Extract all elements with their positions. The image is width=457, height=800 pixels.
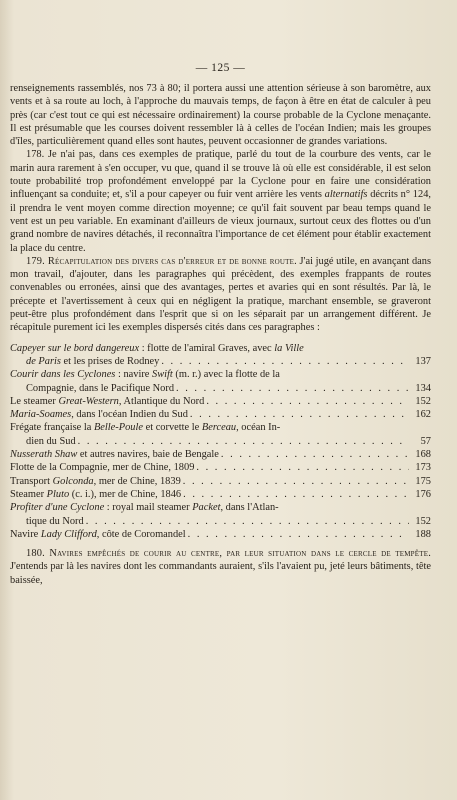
entry-page-number: 134 [415,382,431,394]
entry-ship: Maria-Soames [10,409,72,421]
entry-page-number: 176 [415,488,431,500]
entry-text: Navire [10,528,41,540]
entry-text: Transport [10,475,53,487]
list-item [10,501,431,528]
examples-list [10,342,431,541]
entry-ship: Belle-Poule [93,422,143,434]
entry-page-number: 152 [415,395,431,407]
entry-title: Courir dans les Cyclones [10,369,116,381]
entry-page-number: 173 [415,462,431,474]
entry-text: et corvette le [143,422,202,434]
leader-dots [78,435,409,448]
paragraph-178-text-b: décrits n° 124, il prendra le vent moyen comme direction moyenne; ce qu'il fait souvent par beau temps quand le vent est un peu variable. En examinant d'ailleurs de vieux journaux, surtout ceux des flottes ou d'un grand nombre de navires détachés, il reconnaîtra l'importance de cet élément pour établir exactement la place du centre. [10,189,431,254]
entry-ship: la Ville [274,342,304,354]
paragraph-180-text: J'entends par là les navires dont les commandants auraient, s'ils l'avaient pu, jeté leurs bâtiments, tête baissée, [10,561,431,586]
entry-text: , dans l'Atlan- [220,502,279,514]
page-number: — 125 — [195,62,246,74]
entry-ship: Berceau [201,422,237,434]
entry-text: Le steamer [10,395,59,407]
entry-title: Profiter d'une Cyclone [10,502,105,514]
list-item [10,448,431,461]
leader-dots [176,382,409,395]
entry-text: , Atlantique du Nord [118,395,205,407]
entry-page-number: 168 [415,449,431,461]
entry-ship: Pluto [46,488,70,500]
entry-text: (c. i.), mer de Chine, 1846 [69,488,182,500]
entry-text: Steamer [10,488,47,500]
entry-text-cont: et les prises de Rodney [60,355,160,367]
entry-text: Frégate française la [10,422,94,434]
entry-text-cont: Compagnie, dans le Pacifique Nord [26,382,175,394]
leader-dots [161,355,409,368]
list-item [10,342,431,369]
entry-page-number: 152 [415,515,431,527]
leader-dots [183,475,409,488]
list-item [10,421,431,448]
entry-text-cont: tique du Nord [26,515,84,527]
leader-dots [196,461,409,474]
list-item [10,368,431,395]
entry-text: , mer de Chine, 1839 [93,475,181,487]
entry-text: : royal mail steamer [104,502,193,514]
entry-ship: Great-Western [58,395,119,407]
list-item [10,395,431,408]
entry-title: Capeyer sur le bord dangereux [10,342,140,354]
paragraph-180-heading: 180. Navires empêchés de courir au centre, par leur situation dans le cercle de tempête. [26,548,431,560]
entry-text: (m. r.) avec la flotte de la [172,369,280,381]
paragraph-178-text-a: 178. Je n'ai pas, dans ces exemples de pratique, parlé du tout de la courbure des vents, car le marin aura rarement à s'en occuper, vu que, quand il se trouve là où elle est considérable, il est selon toute probabilité trop profondément enveloppé par la Cyclone pour en faire une considération influençant sa conduite; et, s'il a pour capeyer ou fuir vent arrière les vents [10,149,431,201]
entry-page-number: 162 [415,409,431,421]
entry-text: et autres navires, baie de Bengale [77,449,219,461]
entry-page-number: 137 [415,355,431,367]
paragraph-179 [10,255,431,335]
entry-page-number: 175 [415,475,431,487]
leader-dots [188,528,409,541]
leader-dots [206,395,409,408]
entry-text: : flotte de l'amiral Graves, avec [139,342,275,354]
entry-text: : navire [115,369,153,381]
entry-ship-cont: de Paris [26,355,61,367]
leader-dots [183,488,409,501]
entry-ship: Golconda [52,475,94,487]
paragraph-179-text: J'ai jugé utile, en avançant dans mon travail, d'ajouter, dans les paragraphes qui précèdent, des exemples frappants de routes convenables ou erronées, ainsi que des avantages, pertes et avaries qui en sont résultés. Par là, le précepte et l'avertissement à ceux qui en négligent la pratique, marchant ensemble, se graveront peut-être plus profondément dans l'esprit que si on les séparait par un arrangement différent. Je récapitule purement ici les exemples dispersés cités dans ces paragraphes : [10,255,432,334]
entry-text: Flotte de la Compagnie, mer de Chine, 1809 [10,462,195,474]
paragraph-178 [10,148,431,254]
list-item [10,461,431,474]
entry-ship: Packet [192,502,221,514]
list-item [10,408,431,421]
paragraph-180 [10,547,431,587]
entry-text: , océan In- [236,422,281,434]
entry-text: , côte de Coromandel [96,528,186,540]
paragraph-continuation: renseignements rassemblés, nos 73 à 80; il portera aussi une attention sérieuse à son baromètre, aux vents et à sa route au loch, à l'approche du mauvais temps, de façon à être en état de calculer à peu près (car c'est tout ce qui est nécessaire ordinairement) la course probable de la Cyclone menaçante. Il est présumable que les courses doivent ressembler là à celles de l'océan Indien; mais les groupes d'îles, particulièrement quand elles sont hautes, peuvent occasionner de grandes variations. [10,83,431,148]
list-item [10,528,431,541]
paragraph-178-italic: alternatifs [324,189,368,201]
leader-dots [190,408,409,421]
list-item [10,475,431,488]
leader-dots [221,448,409,461]
list-item [10,488,431,501]
entry-ship: Swift [152,369,173,381]
entry-ship: Lady Clifford [40,528,97,540]
paragraph-179-heading: 179. Récapitulation des divers cas d'erreur et de bonne route. [26,255,297,267]
entry-text: , dans l'océan Indien du Sud [71,409,188,421]
entry-text-cont: dien du Sud [26,435,76,447]
leader-dots [86,515,409,528]
entry-ship: Nusserath Shaw [10,449,78,461]
entry-page-number: 57 [420,435,431,447]
entry-page-number: 188 [415,528,431,540]
